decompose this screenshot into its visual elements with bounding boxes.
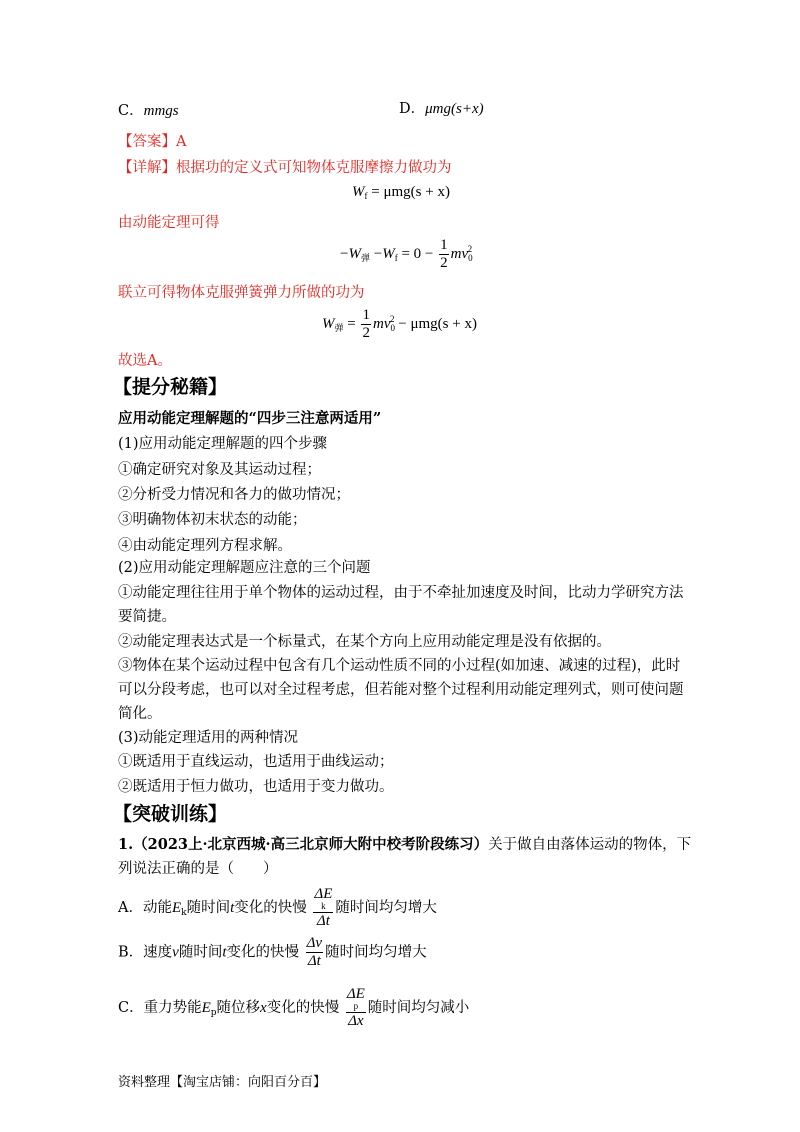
fraction-half-2: $\frac{1}{2}$ <box>362 307 370 341</box>
equation-kinetic-theorem: $-W_弹 -W_f = 0$ − $\frac{1}{2}$ $mv_0^2$ <box>340 237 473 271</box>
tips-title: 应用动能定理解题的“四步三注意两适用” <box>118 410 382 427</box>
training-heading: 【突破训练】 <box>113 803 228 825</box>
tips-line: ②既适用于恒力做功，也适用于变力做功。 <box>118 779 394 795</box>
answer-line: 【答案】A <box>118 134 187 150</box>
option-c-expr: mmgs <box>143 103 179 119</box>
choose-line: 故选A。 <box>118 353 172 369</box>
dynamics-line: 由动能定理可得 <box>118 215 220 231</box>
option-d-prev: D．μmg(s+x) <box>399 101 484 117</box>
tips-line: ②分析受力情况和各力的做功情况； <box>118 487 350 503</box>
footer-source: 资料整理【淘宝店铺：向阳百分百】 <box>118 1075 327 1090</box>
tips-line: (3)动能定理适用的两种情况 <box>118 730 299 746</box>
question-1-stem-cont: 列说法正确的是（ ） <box>118 861 278 877</box>
tips-line: ④由动能定理列方程求解。 <box>118 538 292 554</box>
question-source: 1.（2023上·北京西城·高三北京师大附中校考阶段练习） <box>118 836 489 853</box>
option-b[interactable]: B．速度v随时间t变化的快慢 $\frac{\Delta v}{\Delta t}$ 随时间均匀增大 <box>118 935 427 969</box>
tips-line: 要简捷。 <box>118 609 176 625</box>
fraction-dv-dt: $\frac{\Delta v}{\Delta t}$ <box>306 935 323 969</box>
equation-spring-work: $W_弹$ = $\frac{1}{2}$ $mv_0^2 - \mu mg(s + x)$ <box>322 307 477 341</box>
tips-line: 可以分段考虑，也可以对全过程考虑，但若能对整个过程利用动能定理列式，则可使问题 <box>118 682 684 698</box>
tips-line: (2)应用动能定理解题应注意的三个问题 <box>118 560 371 576</box>
combine-line: 联立可得物体克服弹簧弹力所做的功为 <box>118 285 365 301</box>
detail-line: 【详解】根据功的定义式可知物体克服摩擦力做功为 <box>118 160 452 176</box>
tips-line: ③物体在某个运动过程中包含有几个运动性质不同的小过程(如加速、减速的过程)，此时 <box>118 658 681 674</box>
option-c-prev: C．mmgs <box>118 103 179 119</box>
option-d-expr: μmg(s+x) <box>425 101 484 117</box>
tips-line: (1)应用动能定理解题的四个步骤 <box>118 436 328 452</box>
tips-heading: 【提分秘籍】 <box>113 376 228 398</box>
option-c[interactable]: C．重力势能$E_p$随位移x变化的快慢 ΔE p Δx 随时间均匀减小 <box>118 986 470 1029</box>
equation-friction-work: $W_f = \mu mg(s + x)$ <box>352 184 450 201</box>
option-a[interactable]: A．动能$E_k$随时间t变化的快慢 ΔE k Δt 随时间均匀增大 <box>118 886 437 929</box>
tips-line: ③明确物体初末状态的动能； <box>118 512 307 528</box>
tips-line: ①动能定理往往用于单个物体的运动过程，由于不牵扯加速度及时间，比动力学研究方法 <box>118 585 684 601</box>
fraction-half: $\frac{1}{2}$ <box>440 237 448 271</box>
tips-line: 简化。 <box>118 706 162 722</box>
fraction-dek-dt: ΔE k Δt <box>314 886 333 929</box>
tips-line: ①确定研究对象及其运动过程； <box>118 462 321 478</box>
detail-label: 【详解】 <box>118 160 176 176</box>
tips-line: ②动能定理表达式是一个标量式，在某个方向上应用动能定理是没有依据的。 <box>118 634 611 650</box>
fraction-dep-dx: ΔE p Δx <box>346 986 365 1029</box>
tips-line: ①既适用于直线运动，也适用于曲线运动； <box>118 754 394 770</box>
question-1-stem: 1.（2023上·北京西城·高三北京师大附中校考阶段练习）关于做自由落体运动的物体，下 <box>118 836 692 853</box>
